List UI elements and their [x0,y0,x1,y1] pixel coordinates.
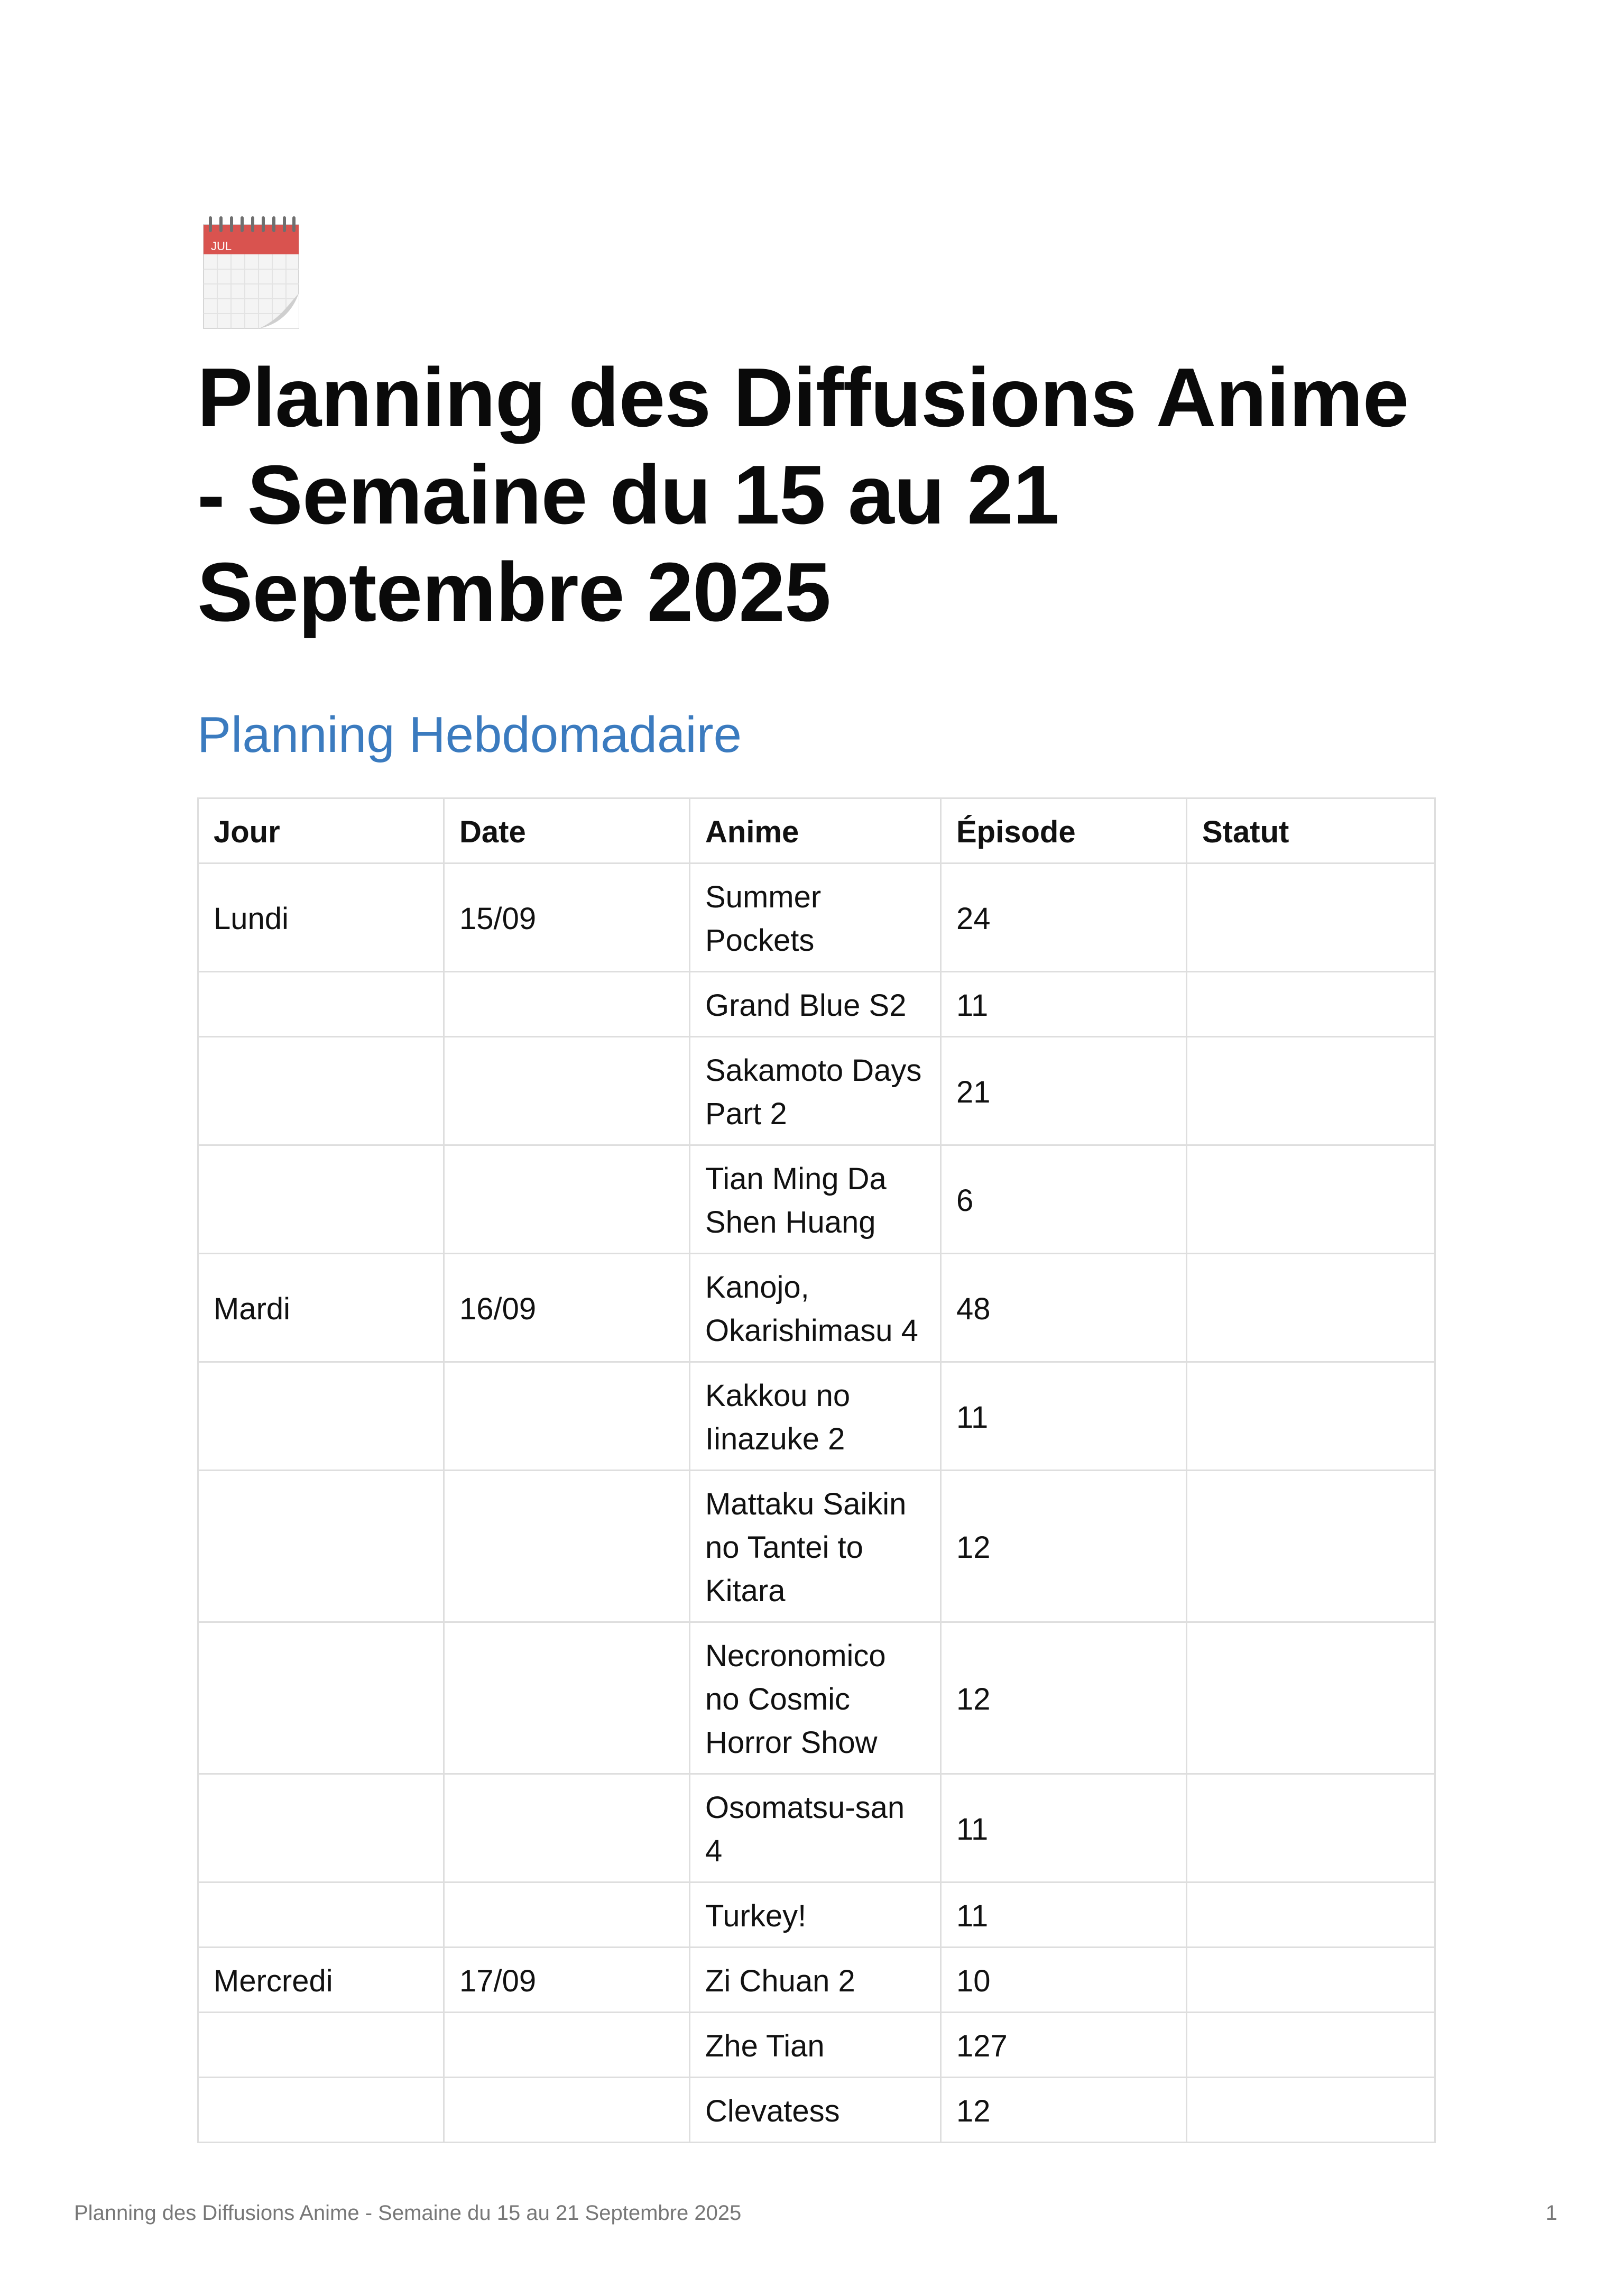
cell-episode: 11 [941,972,1187,1037]
cell-episode: 6 [941,1145,1187,1254]
cell-episode: 11 [941,1882,1187,1948]
table-row [198,972,1435,1037]
cell-anime: Mattaku Saikin no Tantei to Kitara [690,1471,941,1622]
table-row [198,2078,1435,2143]
footer-page-number: 1 [1545,2201,1557,2225]
cell-anime: Tian Ming Da Shen Huang [690,1145,941,1254]
cell-episode: 24 [941,864,1187,972]
cell-date [444,1774,690,1882]
table-row [198,1774,1435,1882]
cell-episode: 12 [941,2078,1187,2143]
cell-jour [198,1362,444,1471]
document-title: Planning des Diffusions Anime - Semaine du 15 au 21 Septembre 2025 [197,351,1409,639]
cell-jour: Mercredi [198,1948,444,2013]
cell-anime: Summer Pockets [690,864,941,972]
cell-statut [1187,972,1435,1037]
table-row [198,1882,1435,1948]
cell-statut [1187,1948,1435,2013]
cell-date [444,1037,690,1145]
table-header-row [198,798,1435,864]
cell-anime: Grand Blue S2 [690,972,941,1037]
cell-anime: Necronomico no Cosmic Horror Show [690,1622,941,1774]
cell-date [444,1882,690,1948]
table-row [198,1471,1435,1622]
cell-jour [198,972,444,1037]
cell-episode: 21 [941,1037,1187,1145]
cell-anime: Kanojo, Okarishimasu 4 [690,1254,941,1362]
cell-statut [1187,1037,1435,1145]
cell-statut [1187,1254,1435,1362]
cell-statut [1187,1145,1435,1254]
calendar-month-label: JUL [211,240,232,253]
table-row [198,864,1435,972]
cell-statut [1187,1622,1435,1774]
cell-date: 16/09 [444,1254,690,1362]
cell-episode: 10 [941,1948,1187,2013]
cell-date [444,1145,690,1254]
table-row [198,1622,1435,1774]
cell-anime: Turkey! [690,1882,941,1948]
cell-statut [1187,1362,1435,1471]
cell-episode: 12 [941,1471,1187,1622]
cell-anime: Clevatess [690,2078,941,2143]
table-row [198,1362,1435,1471]
cell-jour [198,1471,444,1622]
cell-anime: Zi Chuan 2 [690,1948,941,2013]
cell-statut [1187,2013,1435,2078]
cell-episode: 48 [941,1254,1187,1362]
table-row [198,2013,1435,2078]
cell-date [444,1362,690,1471]
cell-jour [198,1622,444,1774]
cell-date: 15/09 [444,864,690,972]
cell-date [444,1622,690,1774]
table-row [198,1037,1435,1145]
header-statut: Statut [1187,798,1435,864]
cell-jour [198,1882,444,1948]
table-row [198,1145,1435,1254]
header-jour: Jour [198,798,444,864]
cell-jour [198,2013,444,2078]
cell-jour: Mardi [198,1254,444,1362]
cell-anime: Kakkou no Iinazuke 2 [690,1362,941,1471]
section-heading: Planning Hebdomadaire [197,706,742,763]
cell-jour [198,1145,444,1254]
cell-date [444,972,690,1037]
cell-jour [198,1037,444,1145]
header-date: Date [444,798,690,864]
footer-title: Planning des Diffusions Anime - Semaine du 15 au 21 Septembre 2025 [74,2201,742,2225]
cell-anime: Osomatsu-san 4 [690,1774,941,1882]
cell-statut [1187,1471,1435,1622]
cell-episode: 12 [941,1622,1187,1774]
cell-anime: Sakamoto Days Part 2 [690,1037,941,1145]
cell-statut [1187,1774,1435,1882]
header-episode: Épisode [941,798,1187,864]
cell-date [444,2078,690,2143]
cell-date: 17/09 [444,1948,690,2013]
cell-jour [198,1774,444,1882]
cell-jour: Lundi [198,864,444,972]
table-row [198,1254,1435,1362]
cell-statut [1187,2078,1435,2143]
cell-statut [1187,1882,1435,1948]
cell-date [444,2013,690,2078]
cell-episode: 11 [941,1362,1187,1471]
cell-episode: 127 [941,2013,1187,2078]
cell-statut [1187,864,1435,972]
header-anime: Anime [690,798,941,864]
table-row [198,1948,1435,2013]
calendar-icon [201,214,301,329]
schedule-table [197,797,1436,2143]
cell-anime: Zhe Tian [690,2013,941,2078]
cell-episode: 11 [941,1774,1187,1882]
cell-date [444,1471,690,1622]
cell-jour [198,2078,444,2143]
